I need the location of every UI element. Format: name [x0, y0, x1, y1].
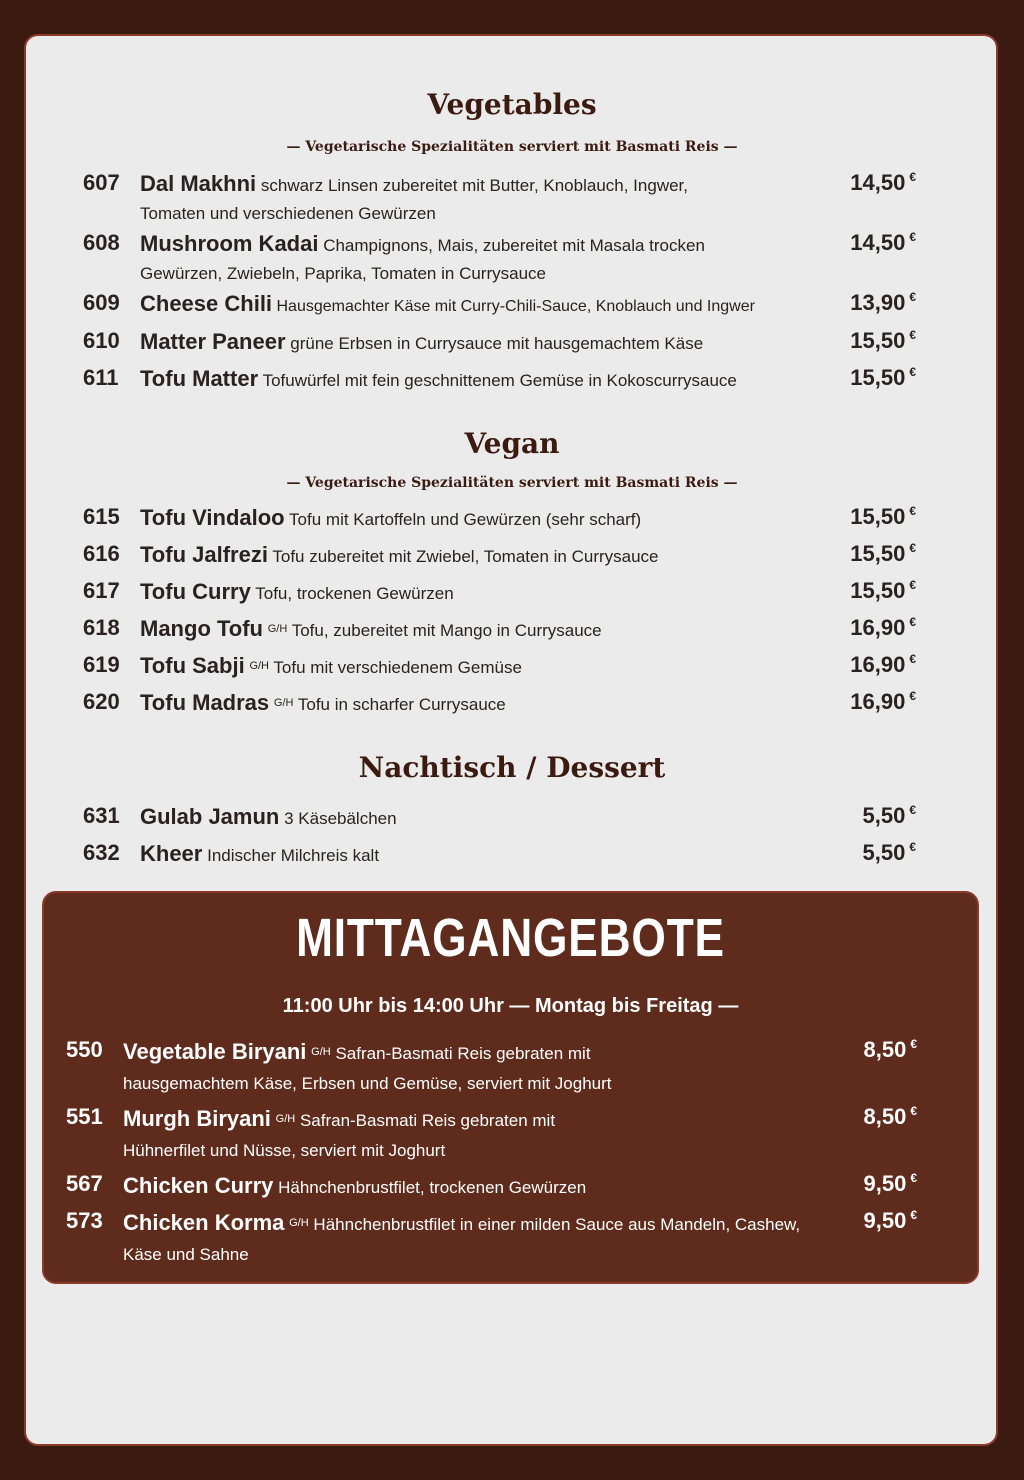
item-description [123, 1208, 823, 1270]
item-price: 16,90 € [850, 652, 916, 677]
item-number: 551 [66, 1104, 103, 1129]
item-description [140, 615, 850, 645]
item-number: 567 [66, 1171, 103, 1196]
item-name: Mushroom Kadai [140, 231, 319, 256]
item-text: Indischer Milchreis kalt [207, 846, 380, 865]
item-price: 15,50 € [850, 541, 916, 566]
item-number: 550 [66, 1037, 103, 1062]
item-price: 15,50 € [850, 365, 916, 390]
item-name: Tofu Curry [140, 579, 251, 604]
item-text: grüne Erbsen in Currysauce mit hausgemachtem Käse [290, 334, 704, 353]
item-text: Tofu, trockenen Gewürzen [255, 584, 454, 603]
item-description [140, 803, 850, 833]
item-text: Tofu in scharfer Currysauce [297, 695, 506, 714]
item-description [123, 1037, 683, 1099]
item-price: 14,50 € [850, 170, 916, 195]
item-price: 8,50 € [863, 1037, 917, 1062]
item-number: 620 [83, 689, 120, 714]
item-name: Tofu Vindaloo [140, 505, 285, 530]
item-price: 15,50 € [850, 504, 916, 529]
section-subtitle-vegetables: — Vegetarische Spezialitäten serviert mit Basmati Reis — [286, 139, 738, 155]
item-name: Cheese Chili [140, 291, 273, 316]
item-number: 610 [83, 328, 120, 353]
item-tag: G/H [267, 623, 288, 635]
item-price: 16,90 € [850, 615, 916, 640]
item-tag: G/H [249, 660, 269, 672]
item-price: 16,90 € [850, 689, 916, 714]
item-number: 607 [83, 170, 120, 195]
item-description [140, 541, 850, 571]
item-text: Safran-Basmati Reis gebraten mit hausgemachtem Käse, Erbsen und Gemüse, serviert mit Joghurt [123, 1044, 612, 1093]
item-number: 619 [83, 652, 120, 677]
item-price: 14,50 € [850, 230, 916, 255]
item-description [140, 840, 850, 870]
section-title-dessert: Nachtisch / Dessert [358, 751, 666, 784]
section-title-vegan: Vegan [464, 427, 560, 460]
item-text: Tofuwürfel mit fein geschnittenem Gemüse in Kokoscurrysauce [262, 371, 737, 390]
item-text: Champignons, Mais, zubereitet mit Masala trocken Gewürzen, Zwiebeln, Paprika, Tomaten in Currysauce [140, 236, 705, 283]
item-number: 631 [83, 803, 120, 828]
item-price: 15,50 € [850, 578, 916, 603]
item-description [140, 365, 850, 395]
item-text: 3 Käsebälchen [284, 809, 397, 828]
item-description [140, 504, 850, 534]
item-name: Mango Tofu [140, 616, 263, 641]
item-price: 5,50 € [862, 803, 916, 828]
item-price: 8,50 € [863, 1104, 917, 1129]
lunch-offers-panel [42, 891, 979, 1284]
item-number: 617 [83, 578, 120, 603]
item-price: 5,50 € [862, 840, 916, 865]
item-name: Dal Makhni [140, 171, 257, 196]
item-text: schwarz Linsen zubereitet mit Butter, Knoblauch, Ingwer, Tomaten und verschiedenen Gewürzen [140, 176, 688, 223]
item-description [140, 230, 740, 288]
item-tag: G/H [311, 1046, 331, 1058]
item-price: 9,50 € [863, 1171, 917, 1196]
item-text: Hähnchenbrustfilet in einer milden Sauce aus Mandeln, Cashew, Käse und Sahne [123, 1215, 801, 1264]
item-name: Kheer [140, 841, 203, 866]
item-text: Hähnchenbrustfilet, trockenen Gewürzen [278, 1178, 587, 1197]
item-name: Tofu Jalfrezi [140, 542, 268, 567]
item-number: 573 [66, 1208, 103, 1233]
item-description [140, 290, 860, 321]
item-text: Tofu zubereitet mit Zwiebel, Tomaten in Currysauce [272, 547, 659, 566]
item-name: Chicken Curry [123, 1173, 274, 1198]
item-text: Tofu mit Kartoffeln und Gewürzen (sehr scharf) [289, 510, 642, 529]
item-price: 15,50 € [850, 328, 916, 353]
item-number: 611 [83, 365, 119, 390]
item-tag: G/H [275, 1113, 296, 1125]
item-tag: G/H [289, 1217, 309, 1229]
item-description [140, 170, 700, 228]
item-name: Tofu Sabji [140, 653, 245, 678]
section-title-vegetables: Vegetables [427, 88, 597, 121]
item-name: Gulab Jamun [140, 804, 280, 829]
item-number: 618 [83, 615, 120, 640]
item-number: 609 [83, 290, 120, 315]
item-text: Tofu mit verschiedenem Gemüse [273, 658, 522, 677]
item-description [140, 689, 850, 719]
item-name: Murgh Biryani [123, 1106, 271, 1131]
item-description [123, 1171, 823, 1203]
item-text: Tofu, zubereitet mit Mango in Currysauce [291, 621, 602, 640]
item-tag: G/H [273, 697, 294, 709]
section-subtitle-vegan: — Vegetarische Spezialitäten serviert mit Basmati Reis — [286, 475, 738, 491]
item-text: Hausgemachter Käse mit Curry-Chili-Sauce, Knoblauch und Ingwer [276, 298, 755, 315]
item-number: 632 [83, 840, 120, 865]
item-number: 608 [83, 230, 120, 255]
item-number: 616 [83, 541, 120, 566]
lunch-title: MITTAGANGEBOTE [296, 908, 725, 968]
item-name: Tofu Matter [140, 366, 259, 391]
item-description [123, 1104, 623, 1166]
item-name: Chicken Korma [123, 1210, 285, 1235]
item-name: Matter Paneer [140, 329, 286, 354]
item-price: 9,50 € [863, 1208, 917, 1233]
item-text: Safran-Basmati Reis gebraten mit Hühnerfilet und Nüsse, serviert mit Joghurt [123, 1111, 556, 1160]
item-name: Vegetable Biryani [123, 1039, 307, 1064]
item-name: Tofu Madras [140, 690, 270, 715]
item-description [140, 328, 850, 358]
item-price: 13,90 € [850, 290, 916, 315]
item-number: 615 [83, 504, 120, 529]
item-description [140, 652, 850, 682]
item-description [140, 578, 850, 608]
lunch-hours: 11:00 Uhr bis 14:00 Uhr — Montag bis Freitag — [282, 995, 739, 1017]
